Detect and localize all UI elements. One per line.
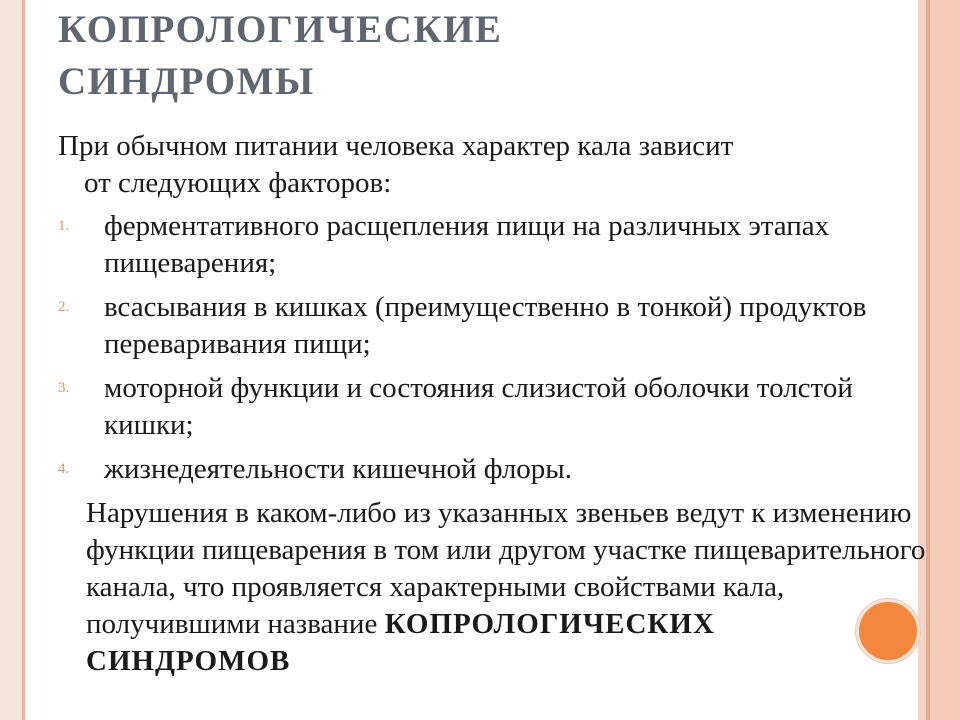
list-number: 3. <box>58 380 70 396</box>
right-edge-stripe <box>930 0 960 720</box>
left-edge-line <box>22 0 25 720</box>
intro-line-1: При обычном питании человека характер кала зависит <box>58 130 734 162</box>
closing-text: Нарушения в каком-либо из указанных звеньев ведут к изменению функции пищеварения в том или другом участке пищеварительного канала, что проявляется характерными свойствами кала, получившими название <box>86 497 926 640</box>
title-line-1: КОПРОЛОГИЧЕСКИЕ <box>58 8 503 51</box>
intro-line-2: от следующих факторов: <box>84 167 392 199</box>
left-edge-stripe <box>0 0 22 720</box>
accent-circle <box>856 599 920 663</box>
closing-paragraph <box>86 495 926 680</box>
slide-title <box>58 4 898 108</box>
list-item <box>58 451 918 488</box>
list-number: 1. <box>58 218 70 234</box>
list-item-text: моторной функции и состояния слизистой оболочки толстой кишки; <box>104 372 853 441</box>
list-item-text: всасывания в кишках (преимущественно в тонкой) продуктов переваривания пищи; <box>104 291 867 360</box>
list-item <box>58 370 918 444</box>
list-number: 4. <box>58 461 70 477</box>
list-item <box>58 208 918 282</box>
list-number: 2. <box>58 299 70 315</box>
slide-body <box>58 128 926 680</box>
list-item-text: ферментативного расщепления пищи на различных этапах пищеварения; <box>104 210 830 279</box>
closing-emphasis: КОПРОЛОГИЧЕСКИХ СИНДРОМОВ <box>86 608 715 677</box>
factor-list <box>58 208 918 488</box>
intro-paragraph <box>58 128 918 202</box>
list-item-text: жизнедеятельности кишечной флоры. <box>104 453 573 485</box>
list-item <box>58 289 918 363</box>
title-line-2: СИНДРОМЫ <box>58 60 315 103</box>
